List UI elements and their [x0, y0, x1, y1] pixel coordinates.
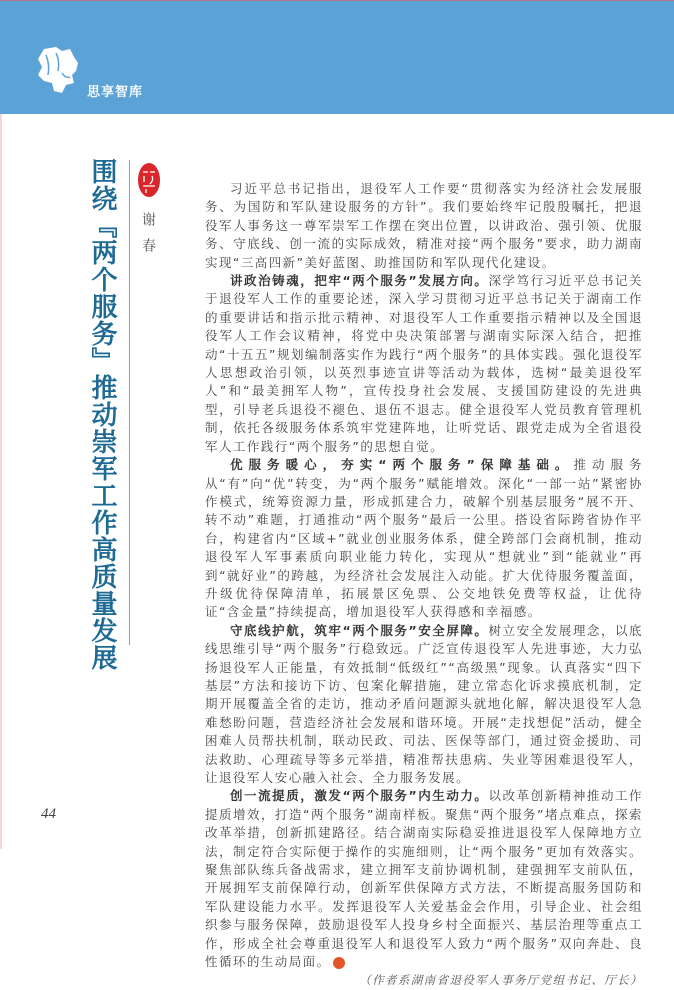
page-number: 44: [41, 806, 56, 822]
article-title: 围绕『两个服务』推动崇军工作高质量发展: [87, 158, 117, 671]
paragraph-lead: 守底线护航，筑牢“两个服务”安全屏障。: [230, 622, 489, 638]
section-header-band: [0, 0, 674, 114]
paragraph-safety: [205, 622, 643, 788]
hunan-map-logo-icon: [36, 45, 80, 95]
paragraph-lead: 优服务暖心，夯实“两个服务”保障基础。: [230, 457, 574, 473]
author-name: 谢春: [140, 212, 156, 264]
paragraph-text: 推动服务从“有”向“优”转变，为“两个服务”赋能增效。深化“一部一站”紧密协作模式，统筹资源力量，形成抓建合力，破解个别基层服务“展不开、转不动”难题，打通推动“两个服务”最后一公里。搭设省际跨省协作平台，构建省内“区域+”就业创业服务体系，健全跨部门会商机制，推动退役军人军事素质向职业能力转化，实现从“想就业”到“能就业”再到“就好业”的跨越，为经济社会发展注入动能。扩大优待服务覆盖面，升级优待保障清单，拓展景区免票、公交地铁免费等权益，让优待证“含金量”持续提高，增加退役军人获得感和幸福感。: [205, 457, 643, 620]
section-label: 思享智库: [87, 85, 144, 100]
paragraph-text: 习近平总书记指出，退役军人工作要“贯彻落实为经济社会发展服务、为国防和军队建设服务的方针”。我们要始终牢记殷殷嘱托，把退役军人事务这一尊军崇军工作摆在突出位置，以讲政治、强引领、优服务、守底线、创一流的实际成效，精准对接“两个服务”要求，助力湖南实现“三高四新”美好蓝图、助推国防和军队现代化建设。: [205, 181, 643, 270]
paragraph-text: 以改革创新精神推动工作提质增效，打造“两个服务”湖南样板。聚焦“两个服务”堵点难点，探索改革举措，创新抓建路径。结合湖南实际稳妥推进退役军人保障地方立法，制定符合实际便于操作的实施细则，让“两个服务”更加有效落实。聚焦部队练兵备战需求，建立拥军支前协调机制，建强拥军支前队伍，开展拥军支前保障行动，创新军供保障方式方法，不断提高服务国防和军队建设能力水平。发挥退役军人关爱基金会作用，引导企业、社会组织参与服务保障，鼓励退役军人投身乡村全面振兴、基层治理等重点工作，形成全社会尊重退役军人和退役军人致力“两个服务”双向奔赴、良性循环的生动局面。: [205, 788, 644, 970]
paragraph-excellence: [205, 787, 643, 971]
page-edge: [0, 0, 2, 849]
article-body: [205, 180, 643, 990]
paragraph-lead: 创一流提质，激发“两个服务”内生动力。: [230, 788, 489, 804]
red-seal-icon: [137, 162, 161, 198]
paragraph-service: [205, 456, 643, 622]
paragraph-text: 深学笃行习近平总书记关于退役军人工作的重要论述，深入学习贯彻习近平总书记关于湖南工作的重要讲话和指示批示精神、对退役军人工作重要指示精神以及全国退役军人工作会议精神，将党中央决策部署与湖南实际深入结合，把推动“十五五”规划编制落实作为践行“两个服务”的具体实践。强化退役军人思想政治引领，以英烈事迹宣讲等活动为载体，选树“最美退役军人”和“最美拥军人物”，宣传投身社会发展、支援国防建设的先进典型，引导老兵退役不褪色、退伍不退志。健全退役军人党员教育管理机制，依托各级服务体系筑牢党建阵地，让听党话、跟党走成为全省退役军人工作践行“两个服务”的思想自觉。: [205, 273, 644, 454]
paragraph-politics: [205, 272, 643, 456]
paragraph-intro: [205, 180, 643, 272]
author-credit: （作者系湖南省退役军人事务厅党组书记、厅长）: [359, 973, 643, 988]
paragraph-text: 树立安全发展理念，以底线思维引导“两个服务”行稳致远。广泛宣传退役军人先进事迹，大力弘扬退役军人正能量，有效抵制“低级红”“高级黑”现象。认真落实“四下基层”方法和接访下访、包案化解措施，建立常态化诉求摸底机制，定期开展覆盖全省的走访，推动矛盾问题源头就地化解，解决退役军人急难愁盼问题，营造经济社会发展和谐环境。开展“走找想促”活动，健全困难人员帮扶机制，联动民政、司法、医保等部门，通过资金援助、司法救助、心理疏导等多元举措，精准帮扶患病、失业等困难退役军人，让退役军人安心融入社会、全力服务发展。: [205, 622, 644, 785]
end-mark-icon: [333, 957, 345, 969]
paragraph-lead: 讲政治铸魂，把牢“两个服务”发展方向。: [230, 273, 489, 289]
title-divider: [129, 160, 130, 645]
